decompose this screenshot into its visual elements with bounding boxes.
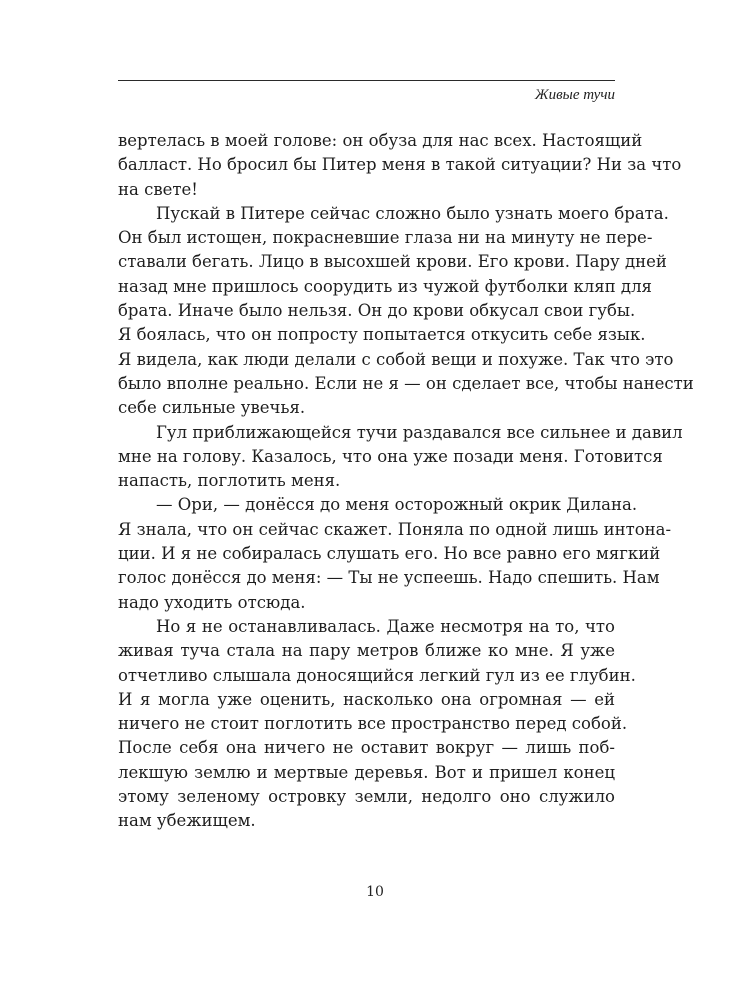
text-line: ставали бегать. Лицо в высохшей крови. Его крови. Пару дней — [118, 252, 667, 272]
text-line: Но я не останавливалась. Даже несмотря на то, что — [156, 616, 615, 636]
text-line: После себя она ничего не оставит вокруг — лишь поб- — [118, 738, 615, 758]
text-line: надо уходить отсюда. — [118, 592, 306, 612]
text-line: мне на голову. Казалось, что она уже позади меня. Готовится — [118, 446, 663, 466]
text-line: напасть, поглотить меня. — [118, 471, 341, 491]
text-line: Я видела, как люди делали с собой вещи и похуже. Так что это — [118, 349, 674, 369]
text-line: нам убежищем. — [118, 811, 256, 831]
text-line: Пускай в Питере сейчас сложно было узнать моего брата. — [156, 203, 669, 223]
text-line: этому зеленому островку земли, недолго оно служило — [118, 787, 615, 807]
running-head: Живые тучи — [534, 87, 615, 103]
text-line: И я могла уже оценить, насколько она огромная — ей — [118, 689, 615, 709]
page-body — [118, 129, 694, 834]
text-line: отчетливо слышала доносящийся легкий гул из ее глубин. — [118, 665, 636, 685]
text-line: назад мне пришлось соорудить из чужой футболки кляп для — [118, 276, 652, 296]
text-line: — Ори, — донёсся до меня осторожный окрик Дилана. — [156, 495, 638, 515]
text-line: балласт. Но бросил бы Питер меня в такой ситуации? Ни за что — [118, 155, 682, 175]
text-line: живая туча стала на пару метров ближе ко мне. Я уже — [118, 641, 615, 661]
text-line: на свете! — [118, 179, 198, 199]
text-line: лекшую землю и мертвые деревья. Вот и пришел конец — [118, 762, 615, 782]
text-line: голос донёсся до меня: — Ты не успеешь. Надо спешить. Нам — [118, 568, 660, 588]
text-line: было вполне реально. Если не я — он сделает все, чтобы нанести — [118, 373, 694, 393]
text-line: ции. И я не собиралась слушать его. Но все равно его мягкий — [118, 544, 661, 564]
text-line: Я боялась, что он попросту попытается откусить себе язык. — [118, 325, 646, 345]
text-line: Он был истощен, покрасневшие глаза ни на минуту не пере- — [118, 228, 653, 248]
header-rule — [118, 80, 615, 81]
page-number: 10 — [366, 884, 384, 900]
text-line: Я знала, что он сейчас скажет. Поняла по одной лишь интона- — [118, 519, 672, 539]
text-line: вертелась в моей голове: он обуза для нас всех. Настоящий — [118, 131, 643, 150]
text-line: ничего не стоит поглотить все пространство перед собой. — [118, 714, 628, 734]
text-line: себе сильные увечья. — [118, 398, 306, 418]
text-line: брата. Иначе было нельзя. Он до крови обкусал свои губы. — [118, 301, 636, 321]
text-line: Гул приближающейся тучи раздавался все сильнее и давил — [156, 422, 683, 442]
